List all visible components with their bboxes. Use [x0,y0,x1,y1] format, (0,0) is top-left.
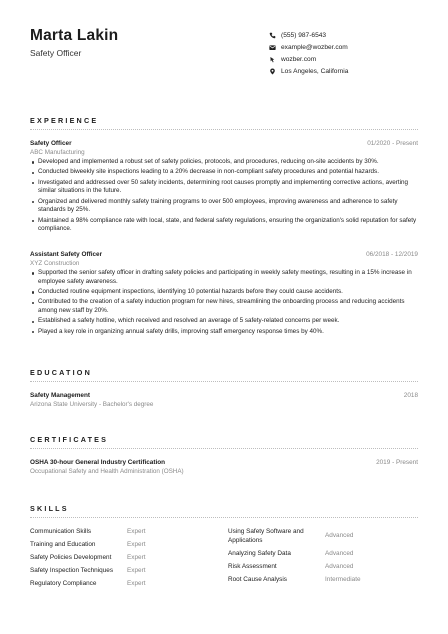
list-item: Established a safety hotline, which received and resolved an average of 5 safety-related concerns per week. [30,317,418,326]
education-heading: EDUCATION [30,368,92,377]
job-bullets [30,158,418,236]
skill-name: Communication Skills [30,528,92,535]
skill-level: Expert [127,567,146,574]
contact-list [268,29,348,78]
job-company: XYZ Construction [30,260,80,267]
experience-heading: EXPERIENCE [30,116,99,125]
candidate-name: Marta Lakin [30,27,119,44]
certificate-date: 2019 - Present [376,459,418,466]
list-item: Investigated and addressed over 50 safety incidents, determining root causes promptly and implementing corrective actions, averting similar situations in the future. [30,179,418,196]
list-item: Conducted routine equipment inspections, identifying 10 potential hazards before they could cause accidents. [30,288,418,297]
education-year: 2018 [403,392,418,399]
phone-text[interactable]: (555) 987-6543 [281,31,327,39]
location-text: Los Angeles, California [281,68,349,76]
contact-email [268,41,348,53]
candidate-title: Safety Officer [30,48,82,58]
mail-icon [268,43,277,52]
certificates-heading: CERTIFICATES [30,435,109,444]
list-item: Conducted biweekly site inspections leading to a 20% decrease in non-compliant safety procedures and potential hazards. [30,168,418,177]
divider [30,129,418,130]
experience-section [30,116,418,346]
skill-name: Root Cause Analysis [228,576,287,583]
skill-level: Advanced [325,532,354,539]
email-text[interactable]: example@wozber.com [281,43,348,51]
list-item: Played a key role in organizing annual safety drills, improving staff emergency response times by 40%. [30,328,418,337]
list-item: Maintained a 98% compliance rate with local, state, and federal safety regulations, ensuring the organization's solid reputation for safety compliance. [30,217,418,234]
job-title: Assistant Safety Officer [30,251,103,258]
link-icon [268,55,277,64]
contact-website [268,53,348,65]
skill-level: Expert [127,580,146,587]
degree-name: Safety Management [30,392,91,399]
skill-name: Training and Education [30,541,96,548]
list-item: Organized and delivered monthly safety training programs to over 500 employees, improving awareness and adherence to safety standards by 25%. [30,198,418,215]
list-item: Contributed to the creation of a safety induction program for new hires, streamlining the onboarding process and reducing accidents among new staff by 20%. [30,298,418,315]
skill-name: Risk Assessment [228,563,277,570]
job-date: 06/2018 - 12/2019 [366,251,418,258]
contact-location [268,66,348,78]
certificates-section [30,435,418,480]
job-date: 01/2020 - Present [367,140,418,147]
skill-level: Intermediate [325,576,361,583]
phone-icon [268,31,277,40]
skill-level: Advanced [325,563,354,570]
job-bullets [30,269,418,338]
job-title: Safety Officer [30,140,72,147]
divider [30,517,418,518]
skills-heading: SKILLS [30,504,69,513]
divider [30,381,418,382]
education-section [30,368,418,413]
school-name: Arizona State University - Bachelor's degree [30,401,154,408]
contact-phone [268,29,348,41]
website-text[interactable]: wozber.com [281,55,317,63]
location-icon [268,67,277,76]
list-item: Supported the senior safety officer in drafting safety policies and participating in weekly safety meetings, resulting in a 15% increase in employee safety awareness. [30,269,418,286]
skill-name: Analyzing Safety Data [228,550,291,557]
divider [30,448,418,449]
skill-level: Advanced [325,550,354,557]
skill-level: Expert [127,528,146,535]
skill-name: Safety Inspection Techniques [30,567,114,574]
skill-name: Safety Policies Development [30,554,112,561]
skill-level: Expert [127,541,146,548]
skill-name: Using Safety Software and Applications [228,528,304,544]
skills-section [30,504,418,599]
certificate-issuer: Occupational Safety and Health Administration (OSHA) [30,468,184,475]
skill-level: Expert [127,554,146,561]
skill-name: Regulatory Compliance [30,580,97,587]
list-item: Developed and implemented a robust set of safety policies, protocols, and procedures, reducing on-site accidents by 30%. [30,158,418,167]
job-company: ABC Manufacturing [30,149,85,156]
certificate-name: OSHA 30-hour General Industry Certification [30,459,166,466]
